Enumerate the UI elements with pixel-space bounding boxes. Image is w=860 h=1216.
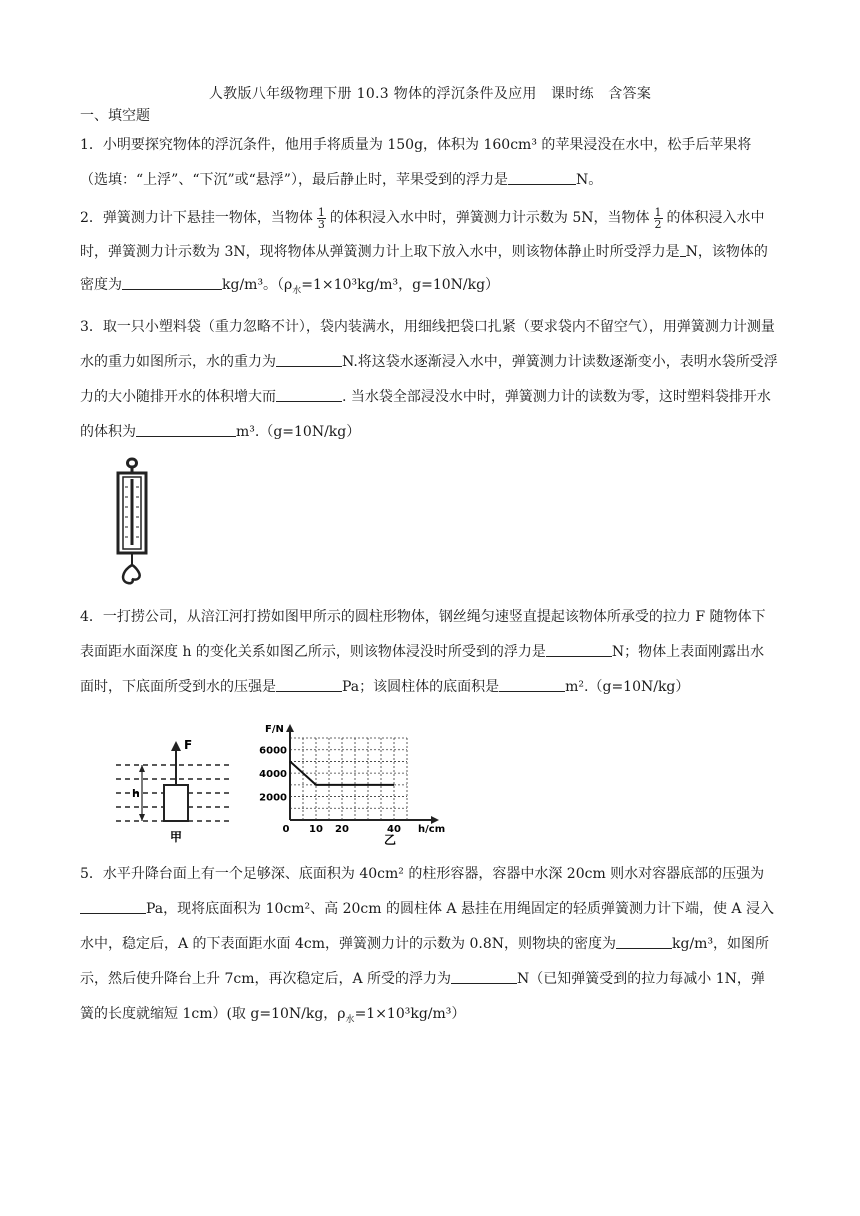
y-axis-arrow [286, 724, 294, 732]
question-1 [80, 128, 778, 198]
rho-subscript: 水 [292, 285, 302, 296]
x-axis-arrow [431, 816, 439, 824]
question-1-text-c: N。 [575, 172, 603, 188]
question-2-text-b: 的体积浸入水中时，弹簧测力计示数为 5N，当物体 [329, 210, 650, 226]
question-2-text-c: 的体积浸入水中时，弹簧测力计示数为 3N，现将物体从弹簧测力计上取下放入水中，则该物体静止时所受浮力是 [80, 210, 765, 260]
question-3-text-d: m³.（g=10N/kg） [236, 424, 361, 440]
answer-blank[interactable] [616, 934, 672, 949]
question-3-text-c: . 当水袋全部浸没水中时，弹簧测力计的读数为零，这时塑料袋排开水的体积为 [80, 389, 771, 440]
question-2 [80, 202, 778, 303]
question-3 [80, 310, 778, 450]
fraction-denominator: 2 [654, 217, 662, 231]
question-4-text-d: m².（g=10N/kg） [565, 679, 690, 695]
answer-blank[interactable] [451, 969, 517, 984]
y-tick-label: 4000 [259, 769, 287, 781]
chart-marks [259, 746, 401, 835]
rho-subscript: 水 [345, 1014, 355, 1025]
figure-yi [255, 720, 455, 854]
question-2-text-f: =1×10³kg/m³，g=10N/kg） [301, 277, 500, 293]
question-4-text-b: N；物体上表面刚露出水面时，下底面所受到水的压强是 [80, 644, 765, 695]
question-4-text-a: 4．一打捞公司，从涪江河打捞如图甲所示的圆柱形物体，钢丝绳匀速竖直提起该物体所承受的拉力 F 随物体下表面距水面深度 h 的变化关系如图乙所示，则该物体浸没时所受到的浮力是 [80, 609, 766, 660]
fraction-numerator: 1 [654, 205, 662, 219]
section-heading: 一、填空题 [80, 108, 150, 124]
question-3-text-a: 3．取一只小塑料袋（重力忽略不计），袋内装满水，用细线把袋口扎紧（要求袋内不留空气），用弹簧测力计测量水的重力如图所示，水的重力为 [80, 319, 775, 370]
question-5-text-b: Pa，现将底面积为 10cm²、高 20cm 的圆柱体 A 悬挂在用绳固定的轻质弹簧测力计下端，使 A 浸入水中，稳定后，A 的下表面距水面 4cm，弹簧测力计的示数为 0.8N，则物块的密度为 [80, 901, 774, 952]
question-5-text-d: N（已知弹簧受到的拉力每减小 1N，弹簧的长度就缩短 1cm）(取 g=10N/kg，ρ [80, 971, 765, 1022]
answer-blank[interactable] [276, 352, 342, 367]
answer-blank[interactable] [136, 422, 236, 437]
answer-blank[interactable] [276, 677, 342, 692]
question-3-text-b: N.将这袋水逐渐浸入水中，弹簧测力计读数逐渐变小，表明水袋所受浮力的大小随排开水的体积增大而 [80, 354, 778, 405]
answer-blank[interactable] [508, 170, 576, 185]
fraction-one-third [317, 207, 326, 230]
chart-grid [290, 738, 407, 820]
answer-blank[interactable] [546, 642, 612, 657]
force-label: F [184, 738, 193, 752]
x-axis-label: h/cm [418, 824, 446, 835]
spring-scale-figure [112, 457, 152, 591]
x-tick-label: 10 [309, 824, 323, 835]
figure-jia [112, 717, 242, 851]
fraction-one-half [654, 207, 663, 230]
question-2-text-d: N，该物体的密度为 [80, 243, 768, 293]
fraction-numerator: 1 [317, 205, 325, 219]
figure-caption: 乙 [384, 833, 397, 847]
question-5-text-e: =1×10³kg/m³） [354, 1006, 466, 1022]
question-1-text-a: 1．小明要探究物体的浮沉条件，他用手将质量为 150g，体积为 160cm³ 的苹果浸没在水中，松手后苹果将 [80, 137, 752, 153]
spring-scale-drawing [112, 457, 152, 587]
question-5-text-a: 5．水平升降台面上有一个足够深、底面积为 40cm² 的柱形容器，容器中水深 20cm 则水对容器底部的压强为 [80, 866, 765, 882]
document-title: 人教版八年级物理下册 10.3 物体的浮沉条件及应用 课时练 含答案 [208, 86, 652, 102]
answer-blank[interactable] [276, 387, 342, 402]
x-tick-label: 40 [387, 824, 401, 835]
answer-blank[interactable] [499, 677, 565, 692]
cylinder-in-water-drawing [112, 717, 242, 847]
fraction-denominator: 3 [317, 217, 325, 231]
x-tick-label: 0 [282, 824, 290, 835]
y-tick-label: 6000 [259, 745, 287, 757]
figure-caption: 甲 [170, 830, 183, 844]
answer-blank[interactable] [80, 899, 146, 914]
answer-blank[interactable] [122, 275, 222, 290]
question-4-text-c: Pa；该圆柱体的底面积是 [342, 679, 500, 695]
question-2-text-a: 2．弹簧测力计下悬挂一物体，当物体 [80, 210, 313, 226]
y-axis-label: F/N [265, 724, 284, 735]
depth-label: h [132, 787, 140, 800]
question-5-text-c: kg/m³，如图所示，然后使升降台上升 7cm，再次稳定后，A 所受的浮力为 [80, 936, 770, 987]
question-5 [80, 857, 778, 1032]
force-depth-chart [255, 720, 455, 850]
y-tick-label: 2000 [259, 792, 287, 804]
x-tick-label: 20 [335, 824, 349, 835]
question-1-text-b: （选填：“上浮”、“下沉”或“悬浮”），最后静止时，苹果受到的浮力是 [80, 172, 508, 188]
question-4 [80, 600, 778, 705]
question-2-text-e: kg/m³。（ρ [222, 277, 293, 293]
